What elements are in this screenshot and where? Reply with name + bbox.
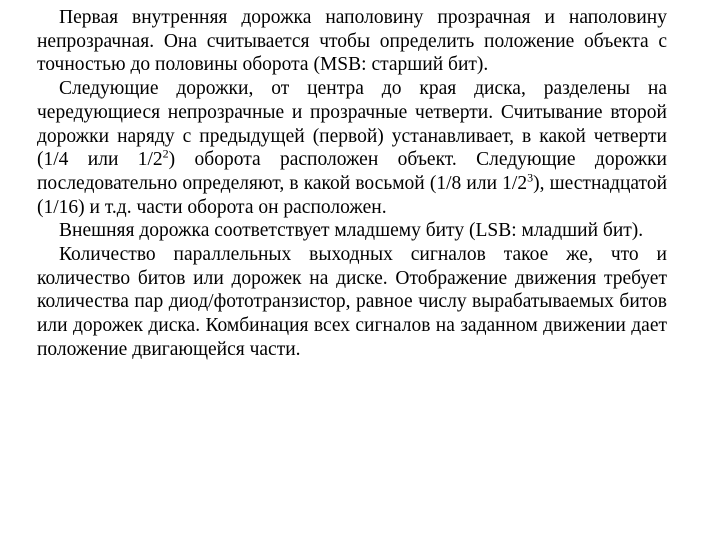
paragraph-text-part-b: ) оборота расположен объект. Следующие дорожки последовательно определяют, в какой восьмой (1/8 или 1/2 (37, 149, 667, 194)
paragraph-following-tracks (37, 77, 667, 219)
paragraph-signals (37, 243, 667, 362)
paragraph-text: Количество параллельных выходных сигналов такое же, что и количество битов или дорожек на диске. Отображение движения требует количества пар диод/фототранзистор, равное числу вырабатываемых битов или дорожек диска. Комбинация всех сигналов на заданном движении дает положение двигающейся части. (37, 244, 667, 360)
paragraph-text: Первая внутренняя дорожка наполовину прозрачная и наполовину непрозрачная. Она считывается чтобы определить положение объекта с точностью до половины оборота (MSB: старший бит). (37, 7, 667, 76)
superscript-3: 3 (527, 170, 534, 185)
paragraph-msb-track (37, 6, 667, 77)
paragraph-text-part-a: Следующие дорожки, от центра до края диска, разделены на чередующиеся непрозрачные и прозрачные четверти. Считывание второй дорожки наряду с предыдущей (первой) устанавливает, в какой четверти (1/4 или 1/2 (37, 78, 667, 171)
superscript-2: 2 (162, 146, 169, 161)
paragraph-text-part-c: ), шестнадцатой (1/16) и т.д. части оборота он расположен. (37, 172, 668, 218)
paragraph-lsb-track (37, 219, 667, 243)
paragraph-text: Внешняя дорожка соответствует младшему биту (LSB: младший бит). (59, 220, 644, 242)
document-body (37, 6, 667, 362)
